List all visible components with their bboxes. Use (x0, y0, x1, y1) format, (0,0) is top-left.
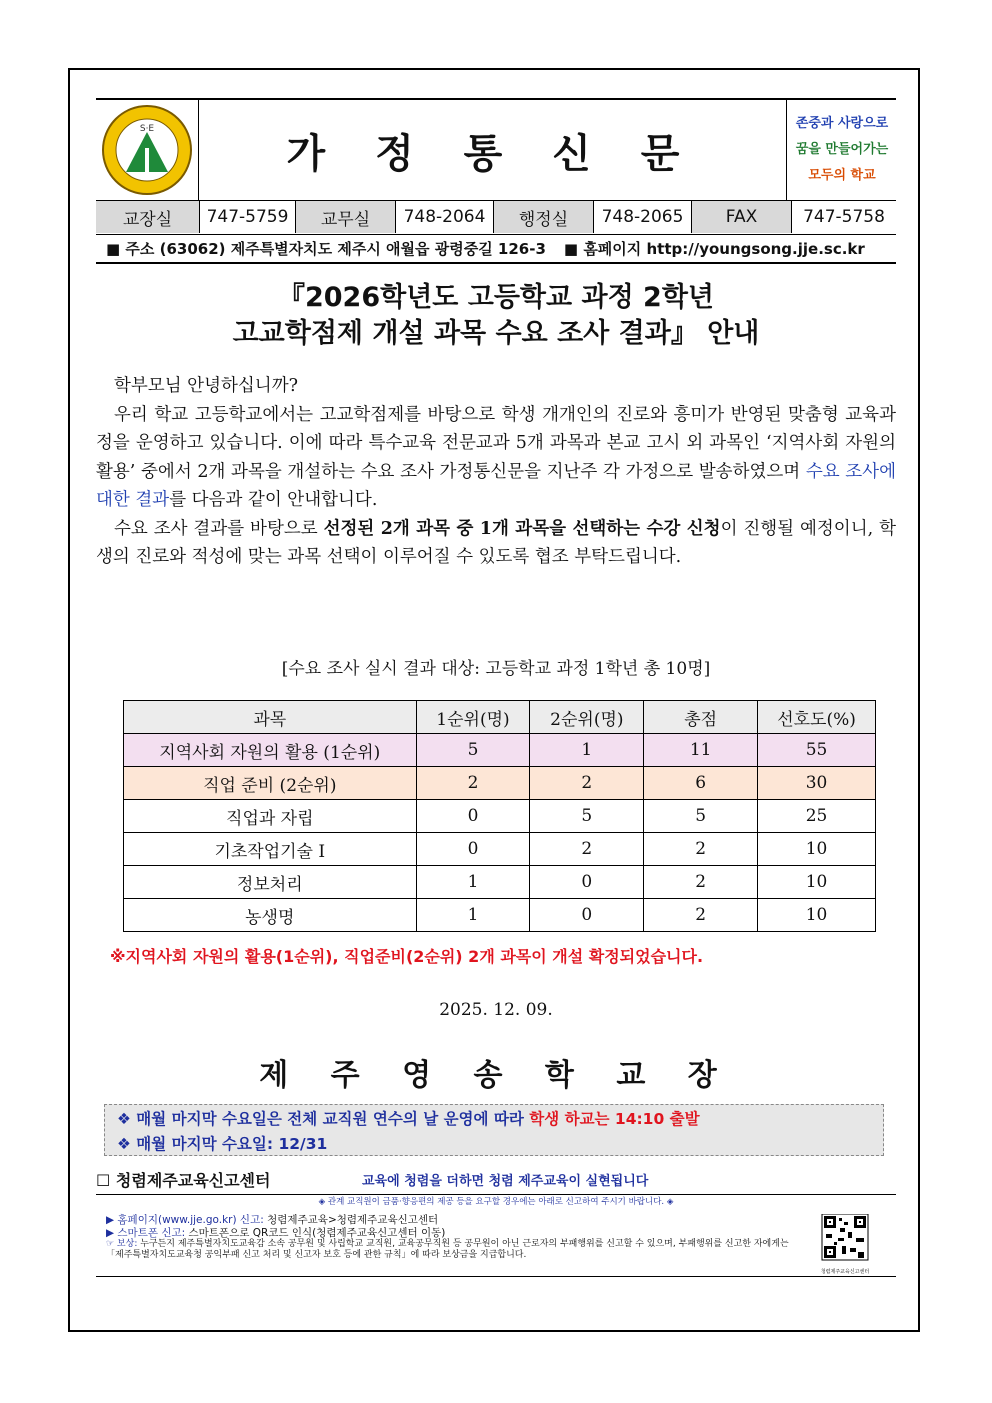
header-first-choice: 1순위(명) (416, 701, 530, 734)
cell: 2 (416, 767, 530, 800)
highlight-registration: 선정된 2개 과목 중 1개 과목을 선택하는 수강 신청 (323, 518, 721, 539)
cell: 2 (644, 833, 758, 866)
cell: 25 (758, 800, 876, 833)
survey-results-table (123, 700, 876, 932)
table-caption: [수요 조사 실시 결과 대상: 고등학교 과정 1학년 총 10명] (281, 659, 711, 679)
address: ■ 주소 (63062) 제주특별자치도 제주시 애월읍 광령중길 126-3 (106, 239, 546, 258)
cell: 55 (758, 734, 876, 767)
info-line-1: ❖ 매월 마지막 수요일은 전체 교직원 연수의 날 운영에 따라 학생 하교는 14:10 출발 (117, 1110, 700, 1128)
svg-text:S·E: S·E (139, 124, 155, 134)
cell-subject: 직업 준비 (2순위) (124, 767, 417, 800)
header-second-choice: 2순위(명) (530, 701, 644, 734)
paragraph-2: 수요 조사 결과를 바탕으로 선정된 2개 과목 중 1개 과목을 선택하는 수강 신청이 진행될 예정이니, 학생의 진로와 적성에 맞는 과목 선택이 이루어질 수 있도록 협조 부탁드립니다. (96, 518, 896, 567)
address-bar (96, 234, 896, 264)
cell: 2 (644, 866, 758, 899)
cell: 30 (758, 767, 876, 800)
table-row (124, 833, 876, 866)
cell: 10 (758, 899, 876, 932)
highlight-survey-result: 수요 조사에 대한 결과 (96, 461, 896, 510)
cell-subject: 기초작업기술 I (124, 833, 417, 866)
dismissal-time: 학생 하교는 14:10 출발 (529, 1110, 700, 1128)
table-row (124, 800, 876, 833)
motto-line-2: 꿈을 만들어가는 (795, 142, 889, 157)
confirmation-notice: ※지역사회 자원의 활용(1순위), 직업준비(2순위) 2개 과목이 개설 확정되었습니다. (110, 947, 704, 966)
cell: 0 (530, 899, 644, 932)
cell: 2 (530, 833, 644, 866)
title-line-1: 『2026학년도 고등학교 과정 2학년 (277, 282, 715, 313)
title-line-2: 고교학점제 개설 과목 수요 조사 결과』 안내 (232, 318, 760, 349)
cell: 5 (644, 800, 758, 833)
school-logo (96, 100, 199, 200)
cell: 0 (416, 800, 530, 833)
cell-subject: 지역사회 자원의 활용 (1순위) (124, 734, 417, 767)
report-instruction: ◈ 관계 교직원이 금품·향응편의 제공 등을 요구할 경우에는 아래로 신고하여 주시기 바랍니다. ◈ (318, 1197, 674, 1207)
info-line-2: ❖ 매월 마지막 수요일: 12/31 (117, 1135, 328, 1153)
greeting: 학부모님 안녕하십니까? (114, 376, 298, 396)
homepage-link[interactable]: ■ 홈페이지 http://youngsong.jje.sc.kr (563, 239, 865, 258)
report-homepage: ▶ 홈페이지(www.jje.go.kr) 신고: 청렴제주교육>청렴제주교육신고센터 (106, 1214, 439, 1226)
issue-date: 2025. 12. 09. (439, 1000, 553, 1020)
cell: 10 (758, 833, 876, 866)
fax-label: FAX (692, 201, 792, 233)
header-subject: 과목 (124, 701, 417, 734)
cell: 2 (644, 899, 758, 932)
cell: 1 (530, 734, 644, 767)
table-row (124, 866, 876, 899)
phone-number: 748-2065 (594, 201, 692, 233)
phone-label: 교장실 (96, 201, 200, 233)
qr-code[interactable] (814, 1214, 876, 1275)
letter-body (96, 372, 896, 572)
motto-line-3: 모두의 학교 (808, 168, 876, 183)
cell: 1 (416, 866, 530, 899)
cell-subject: 농생명 (124, 899, 417, 932)
integrity-slogan: 교육에 청렴을 더하면 청렴 제주교육이 실현됩니다 (362, 1174, 649, 1189)
phone-number: 747-5759 (200, 201, 296, 233)
cell-subject: 정보처리 (124, 866, 417, 899)
report-smartphone: ▶ 스마트폰 신고: 스마트폰으로 QR코드 인식(청렴제주교육신고센터 이동) (106, 1226, 446, 1239)
cell: 11 (644, 734, 758, 767)
cell: 2 (530, 767, 644, 800)
report-methods (106, 1214, 806, 1261)
cell: 5 (530, 800, 644, 833)
document-title (96, 280, 896, 352)
header-preference: 선호도(%) (758, 701, 876, 734)
table-row (124, 899, 876, 932)
paragraph-1: 우리 학교 고등학교에서는 고교학점제를 바탕으로 학생 개개인의 진로와 흥미가 반영된 맞춤형 교육과정을 운영하고 있습니다. 이에 따라 특수교육 전문교과 5개 과목과 본교 고시 외 과목인 ‘지역사회 자원의 활용’ 중에서 2개 과목을 개설하는 수요 조사 가정통신문을 지난주 각 가정으로 발송하였으며 수요 조사에 대한 결과를 다음과 같이 안내합니다. (96, 404, 896, 510)
cell: 10 (758, 866, 876, 899)
table-row (124, 734, 876, 767)
report-reward: ☞ 보상: 누구든지 제주특별자치도교육감 소속 공무원 및 사립학교 교직원, 교육공무직원 등 공무원이 아닌 근로자의 부패행위를 신고할 수 있으며, 부패행위를 신고한 자에게는 「제주특별자치도교육청 공익부패 신고 처리 및 신고자 보호 등에 관한 규칙」에 따라 보상금을 지급합니다. (106, 1239, 789, 1260)
cell: 0 (530, 866, 644, 899)
header-total: 총점 (644, 701, 758, 734)
info-box (104, 1104, 884, 1156)
integrity-center-row (96, 1166, 896, 1195)
table-row (124, 767, 876, 800)
integrity-center-title: ☐ 청렴제주교육신고센터 (96, 1171, 271, 1190)
principal-signature: 제 주 영 송 학 교 장 (259, 1058, 733, 1093)
motto-line-1: 존중과 사랑으로 (795, 116, 889, 131)
newsletter-title-cell (198, 100, 786, 200)
phone-number: 748-2064 (396, 201, 494, 233)
cell: 5 (416, 734, 530, 767)
phone-label: 행정실 (494, 201, 594, 233)
cell: 1 (416, 899, 530, 932)
cell-subject: 직업과 자립 (124, 800, 417, 833)
school-motto (786, 100, 897, 200)
qr-caption: 청렴제주교육신고센터 (820, 1269, 870, 1275)
phone-label: 교무실 (296, 201, 396, 233)
letterhead (96, 98, 896, 235)
footer-divider (96, 1276, 896, 1277)
cell: 0 (416, 833, 530, 866)
cell: 6 (644, 767, 758, 800)
table-header-row (124, 701, 876, 734)
newsletter-title: 가 정 통 신 문 (286, 130, 698, 177)
fax-number: 747-5758 (803, 207, 885, 227)
homepage-report-link[interactable]: ▶ 홈페이지(www.jje.go.kr) 신고: (106, 1214, 264, 1226)
phone-directory (96, 200, 896, 233)
